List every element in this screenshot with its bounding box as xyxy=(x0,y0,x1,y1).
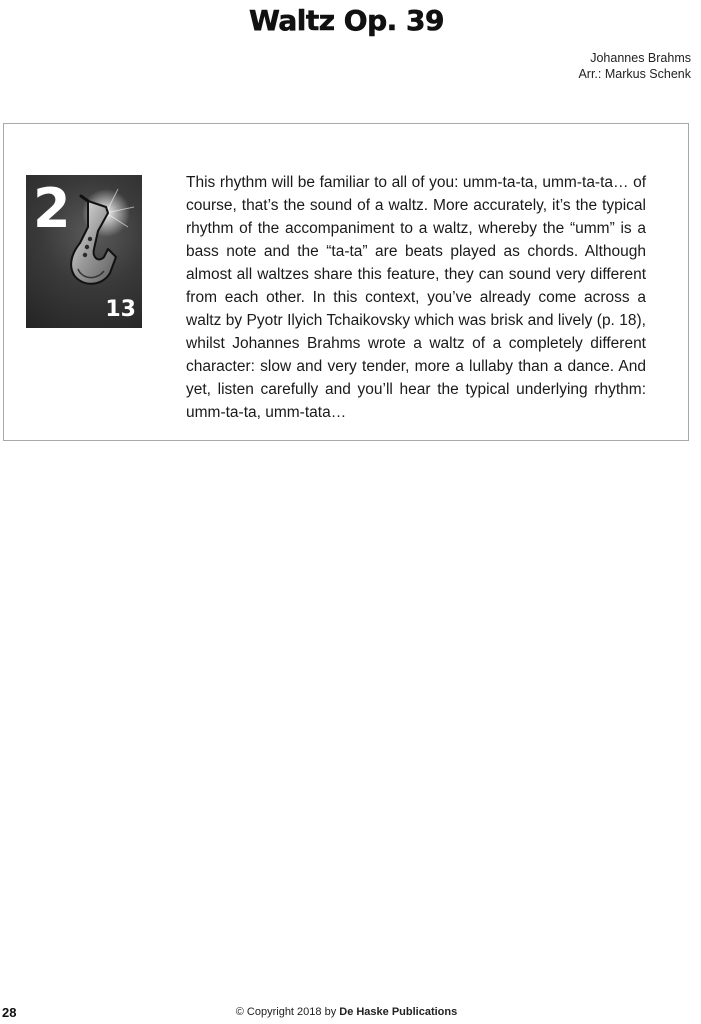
page-title: Waltz Op. 39 xyxy=(248,4,444,37)
track-number: 13 xyxy=(105,297,136,322)
publisher-name: De Haske Publications xyxy=(339,1006,458,1018)
info-box xyxy=(3,123,689,441)
page-number: 28 xyxy=(2,1005,17,1020)
copyright-text: © Copyright 2018 by xyxy=(235,1006,340,1018)
lesson-number: 2 xyxy=(33,177,71,240)
copyright-notice xyxy=(0,1006,693,1018)
description-text: This rhythm will be familiar to all of you: umm-ta-ta, umm-ta-ta… of course, that’s the sound of a waltz. More accurately, it’s the typical rhythm of the accompaniment to a waltz, whereby the “umm” is a bass note and the “ta-ta” are beats played as chords. Although almost all waltzes share this feature, they can sound very different from each other. In this context, you’ve already come across a waltz by Pyotr Ilyich Tchaikovsky which was brisk and lively (p. 18), whilst Johannes Brahms wrote a waltz of a completely different character: slow and very tender, more a lullaby than a dance. And yet, listen carefully and you’ll hear the typical underlying rhythm: umm-ta-ta, umm-tata… xyxy=(186,174,646,421)
arranger-name: Arr.: Markus Schenk xyxy=(578,67,691,81)
credits xyxy=(578,50,691,82)
composer-name: Johannes Brahms xyxy=(590,51,691,65)
track-badge xyxy=(26,175,142,328)
